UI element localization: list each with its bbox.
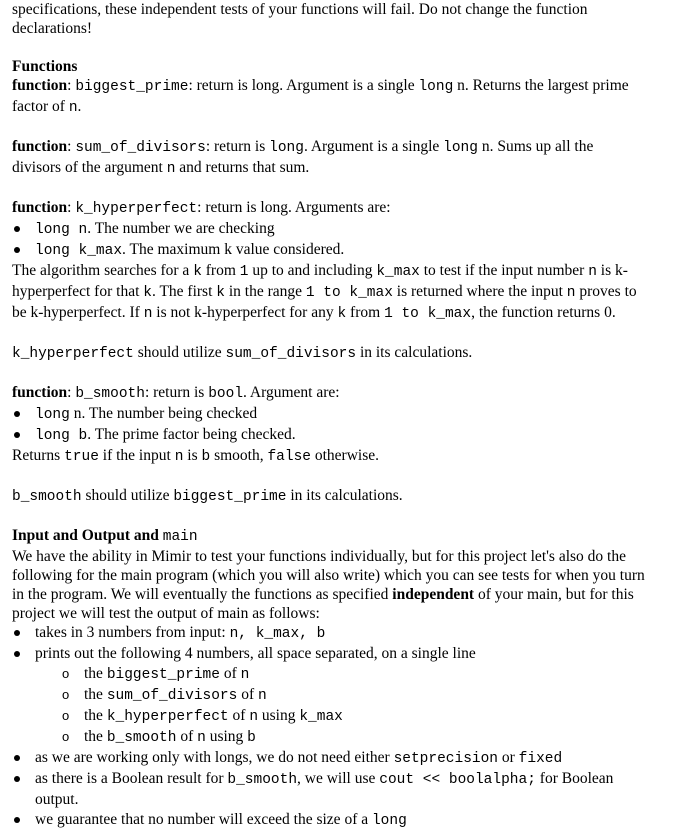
list-item: long n. The number we are checking: [12, 219, 677, 240]
list-item: we guarantee that no number will exceed the size of a long: [12, 810, 677, 831]
list-item: as we are working only with longs, we do not need either setprecision or fixed: [12, 748, 677, 769]
k-hyperperfect-description: function: k_hyperperfect: return is long. Arguments are:: [12, 199, 391, 217]
k-hyperperfect-arguments: [12, 219, 677, 261]
io-paragraph-4: project we will test the output of main as follows:: [12, 605, 320, 622]
intro-line-1: specifications, these independent tests of your functions will fail. Do not change the function: [12, 1, 588, 18]
sum-of-divisors-description-cont: divisors of the argument n and returns that sum.: [12, 159, 310, 177]
k-hyperperfect-algorithm-1: The algorithm searches for a k from 1 up to and including k_max to test if the input number n is k-: [12, 262, 628, 280]
io-heading: Input and Output and main: [12, 527, 198, 545]
io-paragraph-1: We have the ability in Mimir to test your functions individually, but for this project let's also do the: [12, 548, 626, 565]
biggest-prime-description-cont: factor of n.: [12, 98, 82, 116]
biggest-prime-description: function: biggest_prime: return is long. Argument is a single long n. Returns the largest prime: [12, 77, 629, 95]
sub-list-item: o the b_smooth of n using b: [62, 727, 677, 748]
sub-list-item: o the k_hyperperfect of n using k_max: [62, 706, 677, 727]
functions-heading: Functions: [12, 58, 78, 75]
list-item: long b. The prime factor being checked.: [12, 425, 677, 446]
k-hyperperfect-note: k_hyperperfect should utilize sum_of_divisors in its calculations.: [12, 344, 473, 362]
b-smooth-arguments: [12, 404, 677, 446]
list-item: takes in 3 numbers from input: n, k_max, b: [12, 623, 677, 644]
k-hyperperfect-algorithm-3: be k-hyperperfect. If n is not k-hyperperfect for any k from 1 to k_max, the function returns 0.: [12, 304, 616, 322]
b-smooth-note: b_smooth should utilize biggest_prime in its calculations.: [12, 487, 403, 505]
sum-of-divisors-description: function: sum_of_divisors: return is long. Argument is a single long n. Sums up all the: [12, 138, 594, 156]
io-requirements-list: [12, 623, 677, 831]
output-sublist: [12, 664, 677, 748]
k-hyperperfect-algorithm-2: hyperperfect for that k. The first k in the range 1 to k_max is returned where the input n proves to: [12, 283, 637, 301]
sub-list-item: o the biggest_prime of n: [62, 664, 677, 685]
b-smooth-description: function: b_smooth: return is bool. Argument are:: [12, 384, 340, 402]
intro-line-2: declarations!: [12, 20, 93, 37]
sub-list-item: o the sum_of_divisors of n: [62, 685, 677, 706]
list-item: prints out the following 4 numbers, all space separated, on a single line o the biggest_prime of n o the sum_of_divisors of n o the k_hyperperfect of n using k_max o the b_smooth of n using b: [12, 644, 677, 748]
io-paragraph-3: in the program. We will eventually the functions as specified independent of your main, but for this: [12, 586, 634, 603]
list-item: long k_max. The maximum k value considered.: [12, 240, 677, 261]
list-item: as there is a Boolean result for b_smooth, we will use cout << boolalpha; for Boolean output.: [12, 769, 677, 810]
io-paragraph-2: following for the main program (which you will also write) which you can see tests for when you turn: [12, 567, 645, 584]
list-item: long n. The number being checked: [12, 404, 677, 425]
b-smooth-returns: Returns true if the input n is b smooth, false otherwise.: [12, 447, 379, 465]
